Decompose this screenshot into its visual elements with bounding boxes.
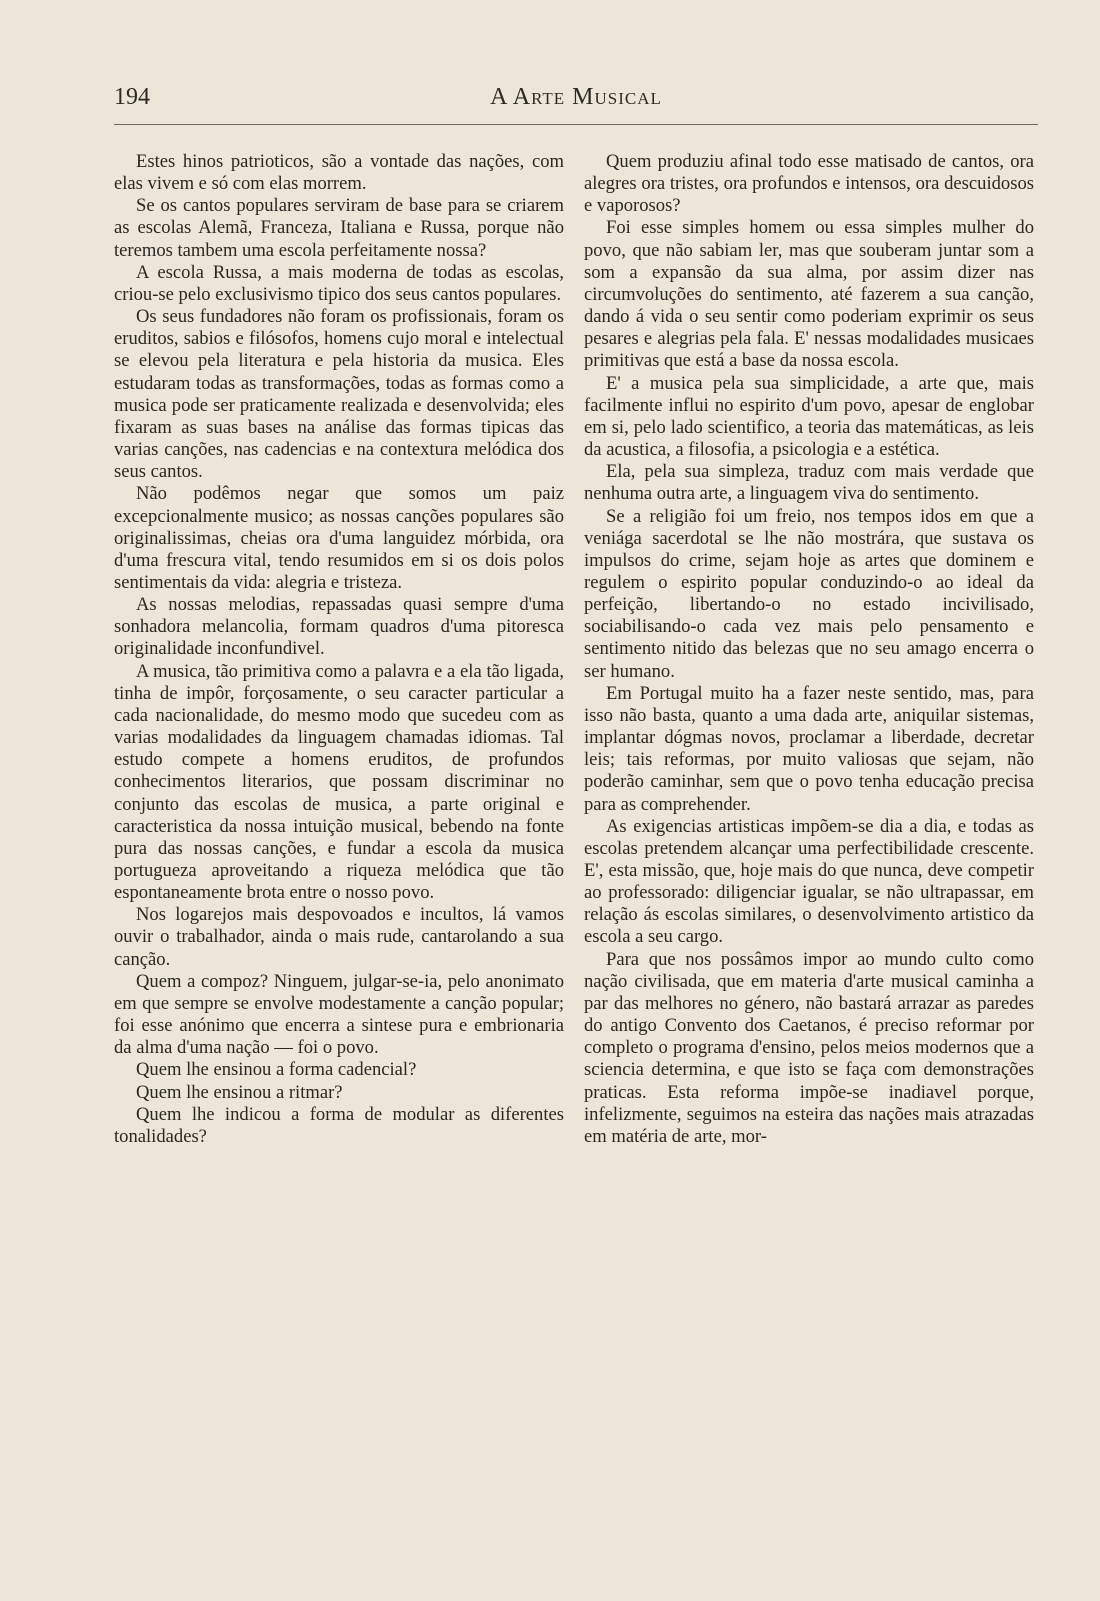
paragraph: Para que nos possâmos impor ao mundo culto como nação civilisada, que em materia d'arte musical caminha a par das melhores no género, não bastará arrazar as paredes do antigo Convento dos Caetanos, é preciso reformar por completo o programa d'ensino, pelos meios modernos que a sciencia determina, e que isto se faça com demonstrações praticas. Esta reforma impõe-se inadiavel porque, infelizmente, seguimos na esteira das nações mais atrazadas em matéria de arte, mor- — [584, 948, 1034, 1147]
paragraph: Quem a compoz? Ninguem, julgar-se-ia, pelo anonimato em que sempre se envolve modestamente a canção popular; foi esse anónimo que encerra a sintese pura e embrionaria da alma d'uma nação — foi o povo. — [114, 970, 564, 1059]
left-column — [114, 151, 564, 1148]
running-header — [114, 84, 1038, 124]
paragraph: Quem produziu afinal todo esse matisado de cantos, ora alegres ora tristes, ora profundos e intensos, ora descuidosos e vaporosos? — [584, 151, 1034, 217]
paragraph: Estes hinos patrioticos, são a vontade das nações, com elas vivem e só com elas morrem. — [114, 151, 564, 195]
paragraph: As nossas melodias, repassadas quasi sempre d'uma sonhadora melancolia, formam quadros d'uma pitoresca originalidade inconfundivel. — [114, 594, 564, 660]
paragraph: Quem lhe ensinou a forma cadencial? — [136, 1059, 417, 1081]
paragraph: Não podêmos negar que somos um paiz excepcionalmente musico; as nossas canções populares são originalissimas, cheias ora d'uma languidez mórbida, ora d'uma frescura vital, tendo resumidos em si os dois polos sentimentais da vida: alegria e tristeza. — [114, 483, 564, 593]
paragraph: Se a religião foi um freio, nos tempos idos em que a veniága sacerdotal se lhe não mostrára, que sustava os impulsos do crime, sejam hoje as artes que dominem e regulem o espirito popular conduzindo-o ao ideal da perfeição, libertando-o no estado incivilisado, sociabilisando-o cada vez mais pelo pensamento e sentimento nitido das belezas que no seu amago encerra o ser humano. — [584, 505, 1034, 682]
paragraph: A escola Russa, a mais moderna de todas as escolas, criou-se pelo exclusivismo tipico dos seus cantos populares. — [114, 261, 564, 305]
header-rule — [114, 124, 1038, 125]
paragraph: Ela, pela sua simpleza, traduz com mais verdade que nenhuma outra arte, a linguagem viva do sentimento. — [584, 461, 1034, 505]
page-number: 194 — [114, 84, 150, 110]
paragraph: Foi esse simples homem ou essa simples mulher do povo, que não sabiam ler, mas que souberam juntar som a som a expansão da sua alma, por assim dizer nas circumvoluções do sentimento, até fazerem a sua canção, dando á vida o seu sentir como poderiam exprimir os seus pesares e alegrias pela fala. E' nessas modalidades musicaes primitivas que está a base da nossa escola. — [584, 217, 1034, 372]
paragraph: Em Portugal muito ha a fazer neste sentido, mas, para isso não basta, quanto a uma dada arte, aniquilar sistemas, implantar dógmas novos, proclamar a liberdade, decretar leis; tais reformas, por muito valiosas que sejam, não poderão caminhar, sem que o povo tenha educação precisa para as comprehender. — [584, 682, 1034, 815]
paragraph: E' a musica pela sua simplicidade, a arte que, mais facilmente influi no espirito d'um povo, apesar de englobar em si, pelo lado scientifico, a teoria das matemáticas, as leis da acustica, a filosofia, a psicologia e a estética. — [584, 372, 1034, 461]
paragraph: Os seus fundadores não foram os profissionais, foram os eruditos, sabios e filósofos, homens cujo moral e intelectual se elevou pela literatura e pela historia da musica. Eles estudaram todas as transformações, todas as formas como a musica pode ser praticamente realizada e desenvolvida; eles fixaram as suas bases na análise das formas tipicas das varias canções, nas cadencias e na contextura melódica dos seus cantos. — [114, 306, 564, 483]
running-title: A Arte Musical — [490, 84, 662, 110]
paragraph: A musica, tão primitiva como a palavra e a ela tão ligada, tinha de impôr, forçosamente, o seu caracter particular a cada nacionalidade, do mesmo modo que sucedeu com as varias modalidades da linguagem chamadas idiomas. Tal estudo compete a homens eruditos, de profundos conhecimentos literarios, que possam discriminar no conjunto das escolas de musica, a parte original e caracteristica da nossa intuição musical, bebendo na fonte pura das nossas canções, e fundar a escola da musica portugueza aproveitando a riqueza melódica que tão espontaneamente brota entre o nosso povo. — [114, 660, 564, 904]
paragraph: Quem lhe indicou a forma de modular as diferentes tonalidades? — [114, 1103, 564, 1147]
paragraph: As exigencias artisticas impõem-se dia a dia, e todas as escolas pretendem alcançar uma perfectibilidade crescente. E', esta missão, que, hoje mais do que nunca, deve competir ao professorado: diligenciar igualar, se não ultrapassar, em relação ás escolas similares, o desenvolvimento artistico da escola a seu cargo. — [584, 815, 1034, 948]
right-column — [584, 151, 1034, 1148]
paragraph: Nos logarejos mais despovoados e incultos, lá vamos ouvir o trabalhador, ainda o mais rude, cantarolando a sua canção. — [114, 904, 564, 970]
paragraph: Quem lhe ensinou a ritmar? — [136, 1081, 343, 1103]
paragraph: Se os cantos populares serviram de base para se criarem as escolas Alemã, Franceza, Italiana e Russa, porque não teremos tambem uma escola perfeitamente nossa? — [114, 195, 564, 261]
